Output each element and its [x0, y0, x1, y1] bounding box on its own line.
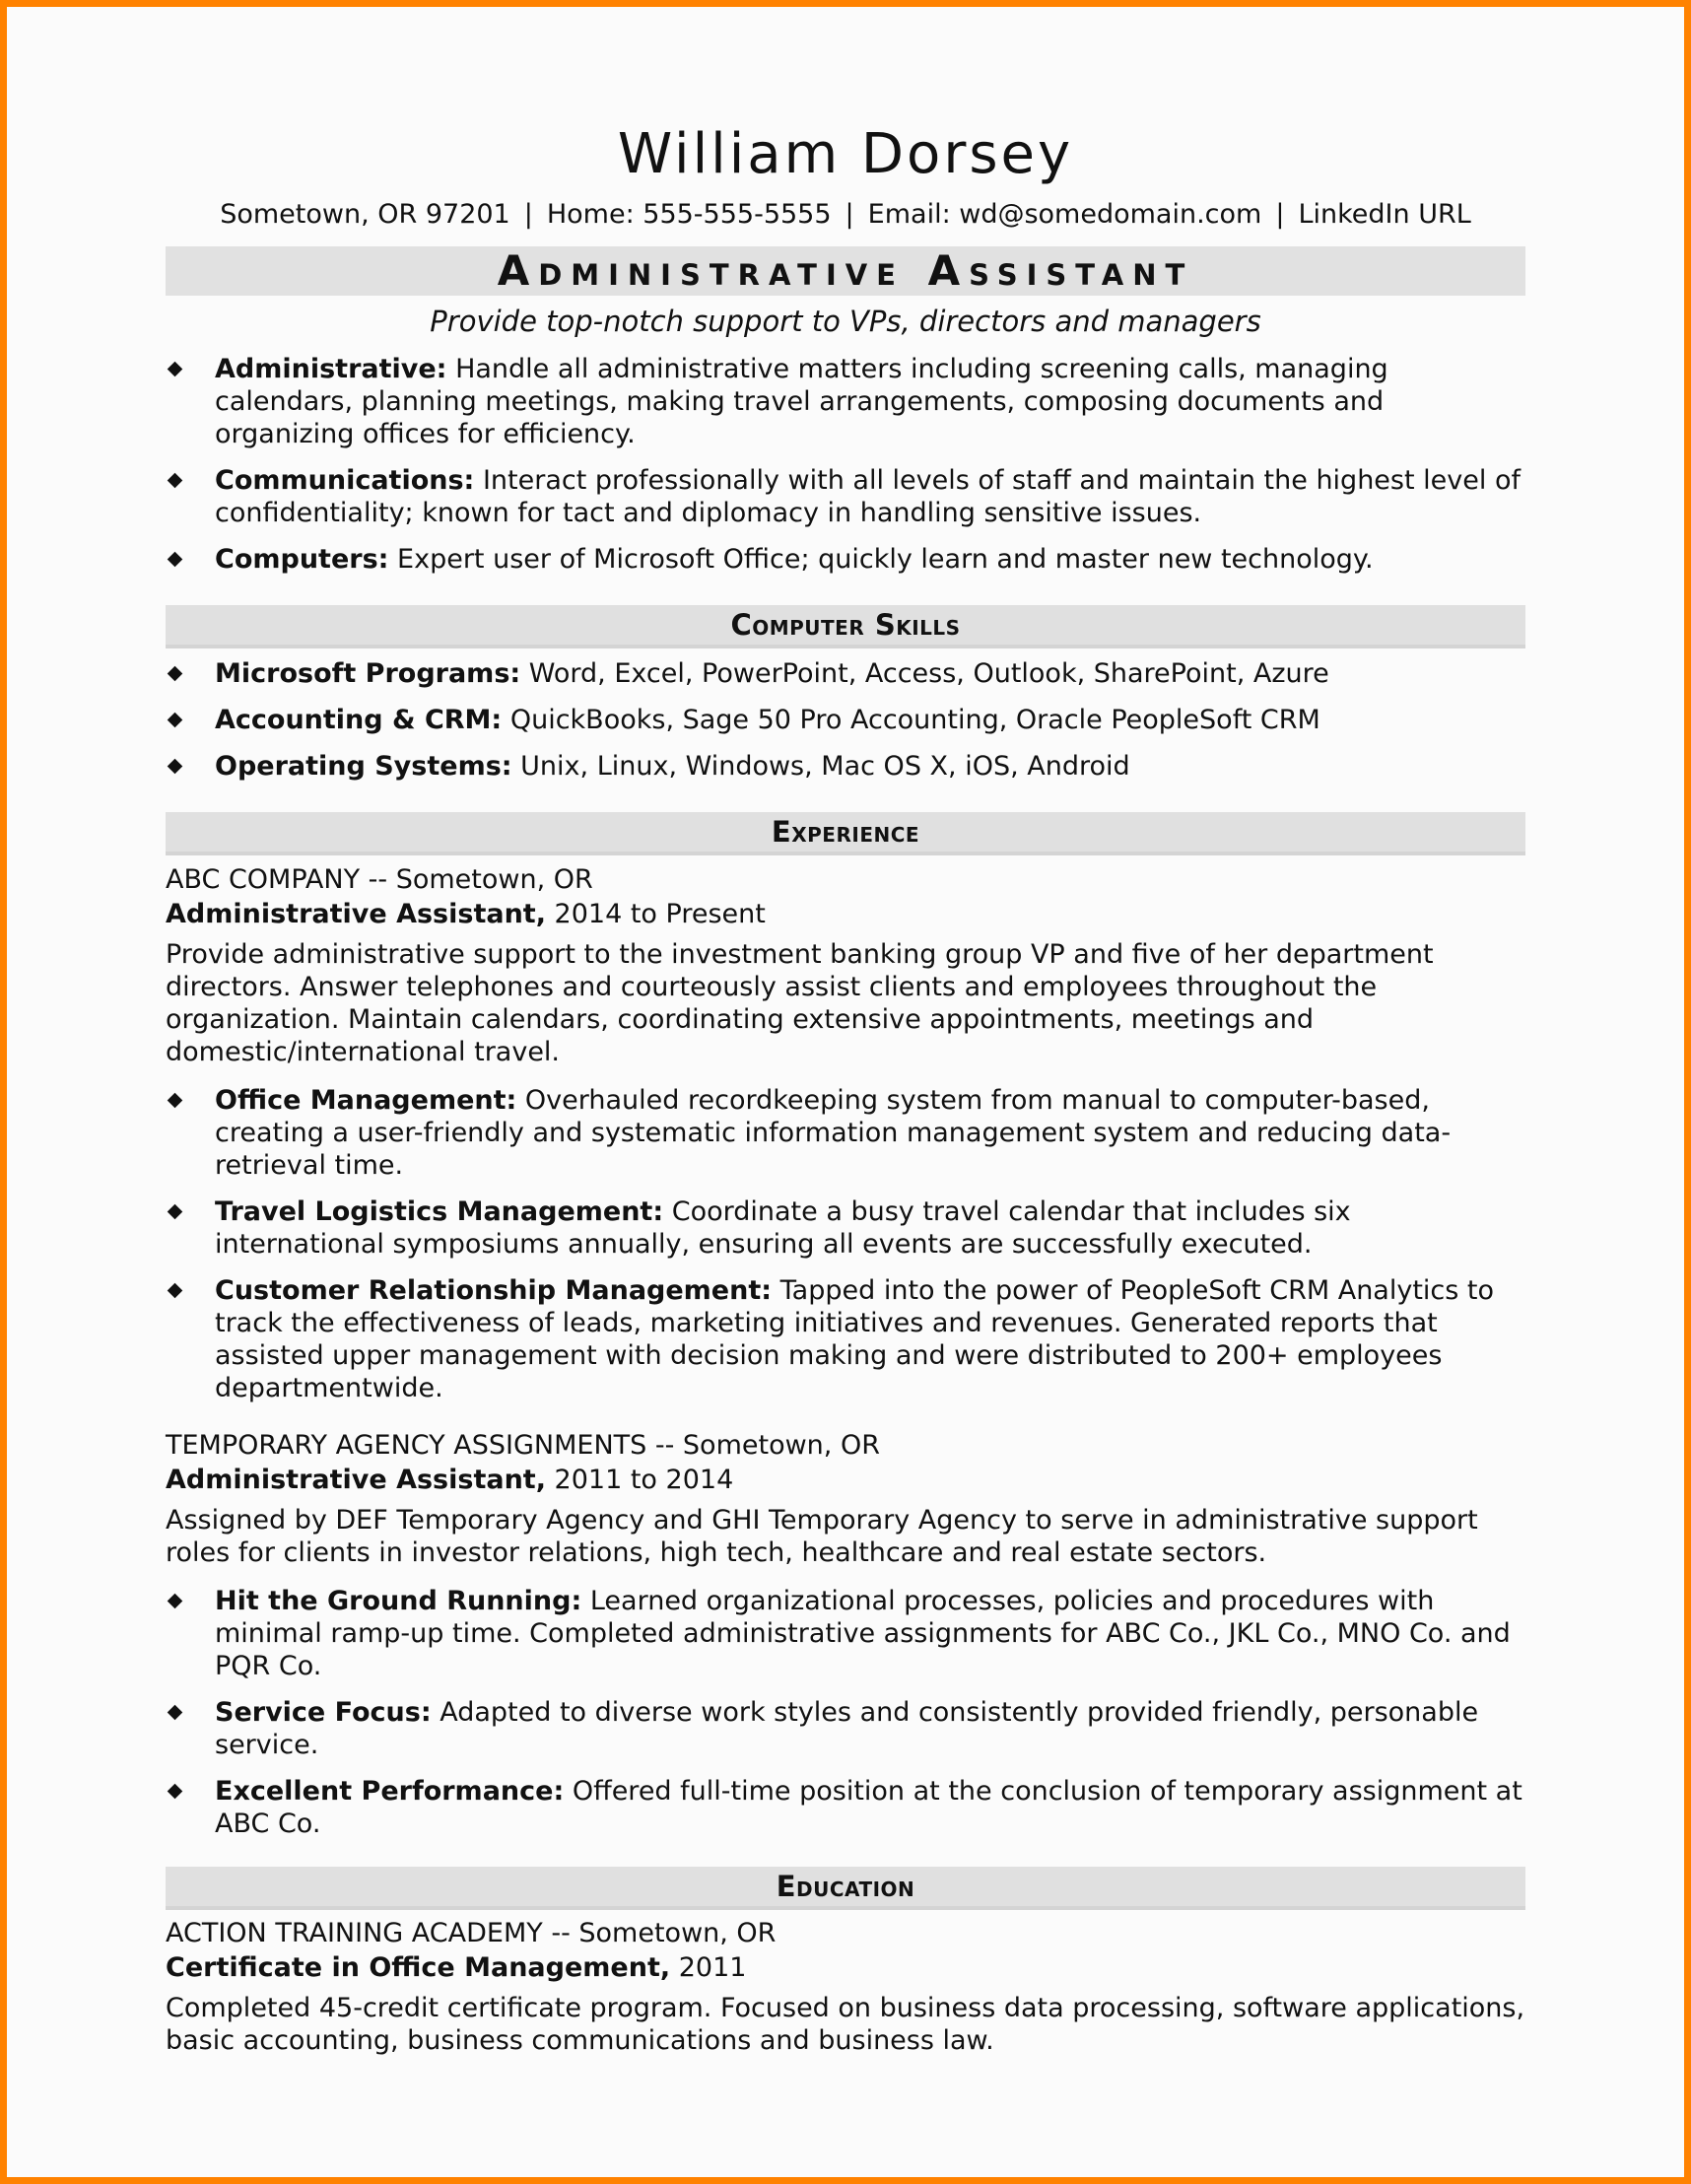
- job-bullet: [166, 1585, 1525, 1682]
- bullet-text: Tapped into the power of PeopleSoft CRM Analytics to track the effectiveness of leads, marketing initiatives and revenues. Generated reports that assisted upper management with decision making and were distributed to 200+ employees departmentwide.: [215, 1275, 1495, 1403]
- section-heading: Experience: [771, 815, 920, 849]
- diamond-bullet-icon: [168, 1594, 183, 1609]
- contact-email: Email: wd@somedomain.com: [867, 199, 1262, 230]
- bullet-text: Overhauled recordkeeping system from manual to computer-based, creating a user-friendly and systematic information management system and reducing data-retrieval time.: [215, 1085, 1452, 1181]
- skills-bullet: [166, 704, 1525, 736]
- summary-bullet: [166, 353, 1525, 450]
- bullet-text: Coordinate a busy travel calendar that includes six international symposiums annually, ensuring all events are successfully executed.: [215, 1196, 1351, 1260]
- job-role-line: [166, 898, 1525, 930]
- credential-year: 2011: [678, 1952, 747, 1983]
- contact-linkedin: LinkedIn URL: [1298, 199, 1471, 230]
- bullet-label: Operating Systems:: [215, 751, 512, 782]
- diamond-bullet-icon: [168, 666, 183, 682]
- bullet-text: Word, Excel, PowerPoint, Access, Outlook, SharePoint, Azure: [528, 658, 1329, 689]
- education-description: Completed 45-credit certificate program. Focused on business data processing, software applications, basic accounting, business communications and business law.: [166, 1993, 1525, 2056]
- job-description: Provide administrative support to the investment banking group VP and five of her department directors. Answer telephones and courteously assist clients and employees throughout the organization. Maintain calendars, coordinating extensive appointments, meetings and domestic/international travel.: [166, 939, 1434, 1067]
- bullet-text: QuickBooks, Sage 50 Pro Accounting, Oracle PeopleSoft CRM: [509, 705, 1320, 735]
- bullet-label: Office Management:: [215, 1085, 517, 1116]
- job-dates: 2011 to 2014: [554, 1465, 734, 1495]
- section-header-education: [166, 1867, 1525, 1906]
- diamond-bullet-icon: [168, 362, 183, 377]
- job-role-line: [166, 1464, 1525, 1496]
- diamond-bullet-icon: [168, 1204, 183, 1220]
- diamond-bullet-icon: [168, 1784, 183, 1800]
- bullet-label: Accounting & CRM:: [215, 705, 503, 735]
- bullet-label: Excellent Performance:: [215, 1776, 565, 1807]
- job-bullet: [166, 1696, 1525, 1761]
- credential-line: [166, 1951, 1525, 1984]
- bullet-label: Microsoft Programs:: [215, 658, 521, 689]
- bullet-label: Communications:: [215, 465, 475, 496]
- bullet-text: Adapted to diverse work styles and consistently provided friendly, personable service.: [215, 1697, 1479, 1760]
- contact-line: [0, 197, 1691, 233]
- skills-bullet: [166, 750, 1525, 783]
- separator: |: [523, 199, 533, 230]
- diamond-bullet-icon: [168, 713, 183, 728]
- diamond-bullet-icon: [168, 1093, 183, 1109]
- job-bullet: [166, 1195, 1525, 1261]
- tagline: Provide top-notch support to VPs, directors and managers: [430, 305, 1261, 338]
- skills-bullet: [166, 657, 1525, 690]
- candidate-name: William Dorsey: [617, 122, 1074, 186]
- job-bullet: [166, 1775, 1525, 1840]
- contact-location: Sometown, OR 97201: [220, 199, 510, 230]
- section-heading: Computer Skills: [730, 608, 961, 642]
- section-header-computer-skills: [166, 605, 1525, 645]
- job-bullet: [166, 1084, 1525, 1182]
- bullet-text: Unix, Linux, Windows, Mac OS X, iOS, Android: [520, 751, 1130, 782]
- bullet-label: Service Focus:: [215, 1697, 432, 1728]
- job-bullet: [166, 1274, 1525, 1404]
- bullet-text: Expert user of Microsoft Office; quickly learn and master new technology.: [397, 544, 1374, 575]
- education-entry: [166, 1917, 1525, 2057]
- job-dates: 2014 to Present: [554, 899, 766, 929]
- section-header-experience: [166, 812, 1525, 852]
- diamond-bullet-icon: [168, 473, 183, 489]
- credential: Certificate in Office Management,: [166, 1952, 671, 1983]
- bullet-text: Offered full-time position at the conclusion of temporary assignment at ABC Co.: [215, 1776, 1522, 1839]
- bullet-label: Computers:: [215, 544, 389, 575]
- diamond-bullet-icon: [168, 1705, 183, 1721]
- diamond-bullet-icon: [168, 552, 183, 568]
- diamond-bullet-icon: [168, 759, 183, 775]
- contact-phone: Home: 555-555-5555: [546, 199, 832, 230]
- separator: |: [1275, 199, 1285, 230]
- school-name: ACTION TRAINING ACADEMY -- Sometown, OR: [166, 1918, 777, 1948]
- summary-section: [166, 353, 1525, 576]
- job-entry: [166, 1429, 1525, 1840]
- summary-bullet: [166, 464, 1525, 529]
- section-heading: Education: [776, 1870, 915, 1903]
- bullet-text: Learned organizational processes, policies and procedures with minimal ramp-up time. Completed administrative assignments for ABC Co., JKL Co., MNO Co. and PQR Co.: [215, 1586, 1511, 1681]
- job-company: ABC COMPANY -- Sometown, OR: [166, 864, 593, 895]
- job-role: Administrative Assistant,: [166, 1465, 546, 1495]
- bullet-label: Customer Relationship Management:: [215, 1275, 773, 1306]
- bullet-text: Interact professionally with all levels of staff and maintain the highest level of confidentiality; known for tact and diplomacy in handling sensitive issues.: [215, 465, 1521, 528]
- separator: |: [845, 199, 854, 230]
- skills-section: [166, 657, 1525, 783]
- bullet-label: Hit the Ground Running:: [215, 1586, 582, 1616]
- job-title: Administrative Assistant: [497, 246, 1194, 295]
- job-title-band: [166, 246, 1525, 296]
- diamond-bullet-icon: [168, 1283, 183, 1299]
- job-company: TEMPORARY AGENCY ASSIGNMENTS -- Sometown, OR: [166, 1430, 880, 1461]
- bullet-text: Handle all administrative matters including screening calls, managing calendars, planning meetings, making travel arrangements, composing documents and organizing offices for efficiency.: [215, 354, 1388, 449]
- summary-bullet: [166, 543, 1525, 576]
- job-description: Assigned by DEF Temporary Agency and GHI Temporary Agency to serve in administrative support roles for clients in investor relations, high tech, healthcare and real estate sectors.: [166, 1505, 1478, 1568]
- job-entry: [166, 863, 1525, 1404]
- bullet-label: Travel Logistics Management:: [215, 1196, 664, 1227]
- job-role: Administrative Assistant,: [166, 899, 546, 929]
- bullet-label: Administrative:: [215, 354, 447, 384]
